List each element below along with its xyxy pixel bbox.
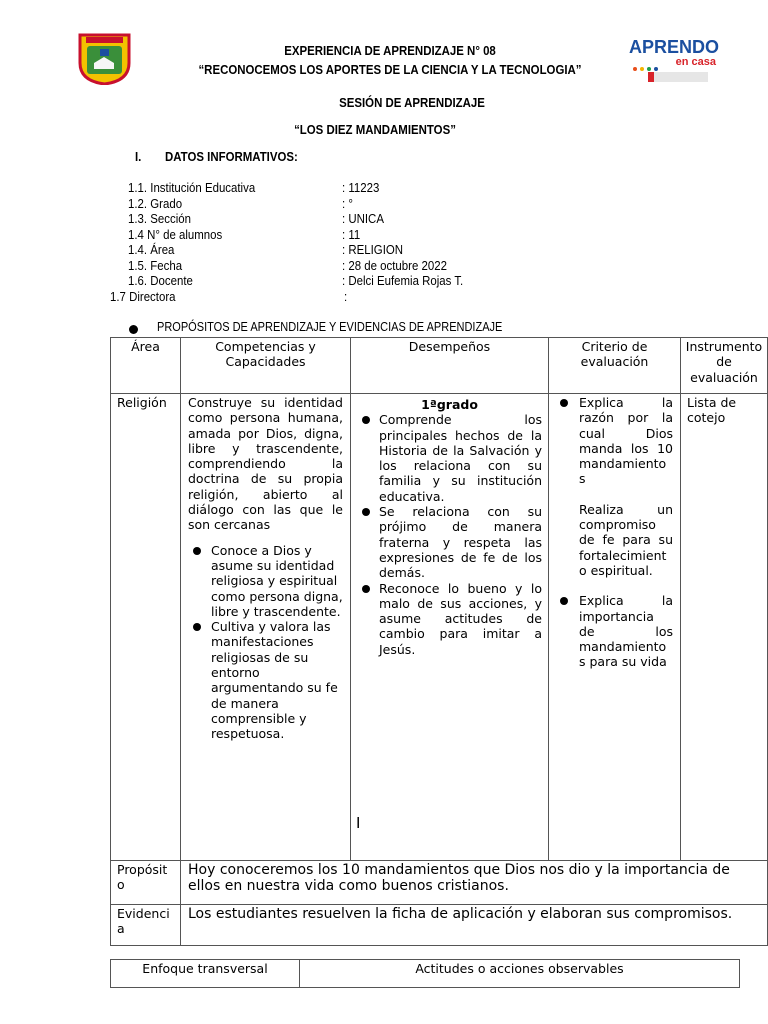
logo-dots <box>632 59 672 65</box>
info-label-institucion: 1.1. Institución Educativa <box>128 180 256 195</box>
info-label-grado: 1.2. Grado <box>128 196 183 211</box>
header-area: Área <box>131 339 160 354</box>
grade-label: 1ªgrado <box>421 397 478 412</box>
header-area-cell <box>110 337 181 394</box>
row-instrumento-cell <box>680 393 768 861</box>
header-criterio: Criterio de evaluación <box>580 339 649 370</box>
actitudes-header: Actitudes o acciones observables <box>415 961 624 976</box>
en-casa-logo-text: en casa <box>675 56 716 68</box>
session-label: SESIÓN DE APRENDIZAJE <box>339 95 485 110</box>
header-desempenos: Desempeños <box>408 339 491 354</box>
info-label-alumnos: 1.4 N° de alumnos <box>128 227 223 242</box>
info-label-area: 1.4. Área <box>128 242 175 257</box>
row-competencias-cell <box>180 393 351 861</box>
experience-subtitle: “RECONOCEMOS LOS APORTES DE LA CIENCIA Y LA TECNOLOGIA” <box>198 62 582 77</box>
header-instrumento: Instrumento de evaluación <box>685 339 763 385</box>
competencia-text: Construye su identidad como persona humana, amada por Dios, digna, libre y trascendente, comprendiendo la doctrina de su propia religión, abierto al diálogo con las que le son cercanas <box>188 395 343 533</box>
header-competencias-cell <box>180 337 351 394</box>
info-label-docente: 1.6. Docente <box>128 273 193 288</box>
info-label-fecha: 1.5. Fecha <box>128 258 183 273</box>
info-label-seccion: 1.3. Sección <box>128 211 191 226</box>
info-value-area: : RELIGION <box>342 242 404 257</box>
row-criterio-cell <box>548 393 681 861</box>
criterio-item: Explica la razón por la cual Dios manda los 10 mandamiento s <box>555 395 673 487</box>
header-instrumento-cell <box>680 337 768 394</box>
evidencia-text: Los estudiantes resuelven la ficha de aplicación y elaboran sus compromisos. <box>188 906 733 922</box>
info-value-institucion: : 11223 <box>342 180 380 195</box>
proposito-label: Propósit o <box>117 862 168 893</box>
criterio-item: Explica la importancia de los mandamiento s para su vida <box>555 593 673 669</box>
info-value-directora: : <box>344 289 348 304</box>
info-label-directora: 1.7 Directora <box>110 289 176 304</box>
proposito-text-cell <box>180 860 768 905</box>
aprendo-logo-text: APRENDO <box>628 37 719 57</box>
section-number: I. <box>135 149 142 164</box>
info-value-fecha: : 28 de octubre 2022 <box>342 258 447 273</box>
info-value-docente: : Delci Eufemia Rojas T. <box>342 273 464 288</box>
transversal-header: Enfoque transversal <box>142 961 268 976</box>
proposito-label-cell <box>110 860 181 905</box>
evidencia-label: Evidenci a <box>117 906 170 937</box>
header-competencias: Competencias y Capacidades <box>215 339 316 370</box>
capacidad-item: Conoce a Dios y asume su identidad religiosa y espiritual como persona digna, libre y trascendente. <box>188 543 343 619</box>
aprendo-en-casa-logo <box>626 38 722 86</box>
text-cursor: I <box>356 814 361 832</box>
section-title: DATOS INFORMATIVOS: <box>165 149 298 164</box>
purposes-bullet-icon <box>129 325 138 334</box>
experience-title: EXPERIENCIA DE APRENDIZAJE N° 08 <box>284 43 496 58</box>
criterio-item: Realiza un compromiso de fe para su fortalecimient o espiritual. <box>579 501 673 578</box>
header-desempenos-cell <box>350 337 549 394</box>
info-value-seccion: : UNICA <box>342 211 384 226</box>
purposes-title: PROPÓSITOS DE APRENDIZAJE Y EVIDENCIAS DE APRENDIZAJE <box>157 320 503 334</box>
desempeno-item: Comprende los principales hechos de la Historia de la Salvación y los relaciona con su familia y su institución educativa. <box>357 412 542 504</box>
row-desempenos-cell <box>350 393 549 861</box>
desempeno-item: Se relaciona con su prójimo de manera fraterna y respeta las expresiones de fe de los demás. <box>357 504 542 580</box>
evidencia-text-cell <box>180 904 768 946</box>
evidencia-label-cell <box>110 904 181 946</box>
row-instrumento: Lista de cotejo <box>687 395 737 426</box>
desempeno-item: Reconoce lo bueno y lo malo de sus acciones, y asume actitudes de cambio para imitar a Jesús. <box>357 581 542 657</box>
capacidad-item: Cultiva y valora las manifestaciones religiosas de su entorno argumentando su fe de manera comprensible y respetuosa. <box>188 619 343 741</box>
row-area: Religión <box>117 395 167 410</box>
info-value-alumnos: : 11 <box>342 227 361 242</box>
actitudes-header-cell <box>299 959 740 988</box>
info-value-grado: : ° <box>342 196 353 211</box>
proposito-text: Hoy conoceremos los 10 mandamientos que Dios nos dio y la importancia de ellos en nuestra vida como buenos cristianos. <box>188 862 730 894</box>
row-area-cell <box>110 393 181 861</box>
transversal-header-cell <box>110 959 300 988</box>
minedu-badge <box>648 72 708 82</box>
header-criterio-cell <box>548 337 681 394</box>
session-name: “LOS DIEZ MANDAMIENTOS” <box>294 122 456 137</box>
school-shield-logo <box>78 33 131 85</box>
